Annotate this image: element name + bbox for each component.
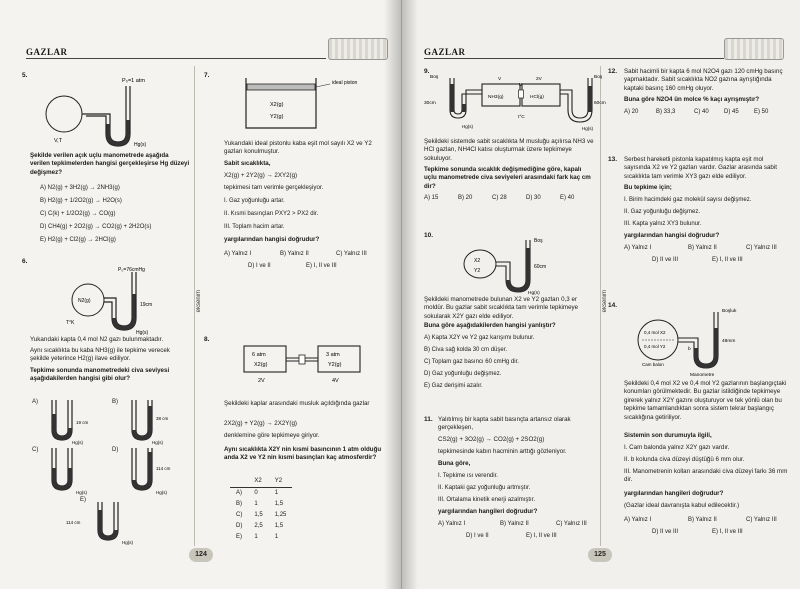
q14-ask: yargılarından hangileri doğrudur? (624, 490, 724, 497)
q8-row-label: D) (236, 522, 243, 529)
q9-question: Tepkime sonunda sıcaklık değişmediğine göre, kapalı uçlu manometrede civa seviyeleri arasındaki fark kaç cm dir? (424, 166, 591, 190)
q5-number: 5. (22, 72, 28, 79)
q11-question: yargılarından hangileri doğrudur? (438, 508, 538, 515)
q10-option-e[interactable]: E) Gaz derişimi azalır. (424, 383, 483, 389)
q14-mano-label: Manometre (690, 373, 715, 378)
q6-choice-e-figure (66, 498, 146, 544)
q7-after: tepkimesi tam verimle gerçekleşiyor. (224, 184, 324, 191)
q5-option-e[interactable]: E) H2(g) + Cl2(g) → 2HCl(g) (40, 237, 116, 243)
q14-text: Şekildeki 0,4 mol X2 ve 0,4 mol Y2 gazlarının başlangıçtaki konumları görülmektedir. Bu gazlar istildiğinde tepkimeye girerek yalnız X2Y gazını oluşturuyor ve tek yönlü olan bu tepkime tamamlandıktan sonra sistem tekrar başlangıç sıcaklığına getiriliyor. (624, 380, 787, 421)
q6-choice-b[interactable]: B) (112, 399, 118, 405)
q14-bosluk-label: Boşluk (722, 309, 737, 314)
q8-row-b[interactable] (230, 498, 292, 509)
q8-right-pressure: 3 atm (326, 352, 340, 358)
q8-cell-y2: 1 (274, 533, 279, 540)
q11-option-d[interactable]: D) I ve II (466, 533, 489, 539)
q8-cell-y2: 1,25 (274, 511, 287, 518)
q14-b-label: b (688, 347, 691, 352)
q14-option-a[interactable]: A) Yalnız I (624, 517, 652, 523)
q6-d-hg: Hg(s) (156, 490, 167, 495)
q8-cell-x2: 2,5 (254, 522, 263, 529)
q8-row-label: A) (236, 489, 242, 496)
q8-cell-x2: 1,5 (254, 511, 263, 518)
q8-row-label: C) (236, 511, 243, 518)
q13-lead: Bu tepkime için; (624, 184, 672, 191)
q14-option-d[interactable]: D) II ve III (652, 529, 679, 535)
q12-option-b[interactable]: B) 33,3 (656, 109, 676, 115)
q6-a-hg: Hg(s) (72, 440, 83, 445)
q7-y-label: Y2(g) (270, 114, 284, 120)
q14-option-b[interactable]: B) Yalnız II (688, 517, 717, 523)
q7-option-c[interactable]: C) Yalnız III (336, 251, 367, 257)
q6-text2: Aynı sıcaklıkta bu kaba NH3(g) ile tepkime verecek şekilde yeterince H2(g) ilave ediliyor. (30, 347, 170, 363)
q11-item-1: I. Tepkime ısı verendir. (438, 473, 498, 479)
q11-option-e[interactable]: E) I, II ve III (526, 533, 557, 539)
q7-x-label: X2(g) (270, 102, 284, 108)
q9-m-label: M (519, 82, 523, 87)
q8-text: Şekildeki kaplar arasındaki musluk açıldığında gazlar (224, 400, 370, 407)
q8-answer-table (230, 476, 292, 542)
q7-reaction: X2(g) + 2Y2(g) → 2XY2(g) (224, 172, 298, 179)
q9-option-e[interactable]: E) 40 (560, 195, 575, 201)
q5-manometre-figure (40, 72, 170, 146)
q12-option-a[interactable]: A) 20 (624, 109, 639, 115)
q12-text: Sabit hacimli bir kapta 6 mol N2O4 gazı 120 cmHg basınç yapmaktadır. Sabit sıcaklıkta NO2 gazına ayrıştığında kaptaki basınç 160 cmHg oluyor. (624, 68, 783, 92)
q9-2v-label: 2V (536, 77, 542, 82)
side-tag-right: eksenim (602, 290, 608, 313)
q8-cell-x2: 1 (254, 500, 258, 507)
q9-text: Şekildeki sistemde sabit sıcaklıkta M musluğu açılırsa NH3 ve HCl gazları, NH4Cl katısı oluşturmak üzere tepkimeye sokuluyor. (424, 138, 594, 162)
q13-option-a[interactable]: A) Yalnız I (624, 245, 652, 251)
q14-item-3: III. Manometrenin kolları arasındaki civa düzeyi farkı 36 mm dir. (624, 468, 788, 484)
q7-option-a[interactable]: A) Yalnız I (224, 251, 252, 257)
q6-choice-a[interactable]: A) (32, 399, 38, 405)
q10-option-d[interactable]: D) Gaz yoğunluğu değişmez. (424, 371, 502, 377)
q10-text: Şekildeki manometrede bulunan X2 ve Y2 gazları 0,3 er moldür. Bu gazlar sabit sıcaklıkta tam verimle tepkimeye sokularak X2Y gazı elde ediliyor. (424, 296, 579, 320)
q10-bos-label: Boş (534, 238, 543, 244)
q8-cell-y2: 1 (274, 489, 279, 496)
q5-option-b[interactable]: B) H2(g) + 1/2O2(g) → H2O(s) (40, 198, 122, 204)
q6-choice-d-figure (124, 448, 184, 494)
q10-option-b[interactable]: B) Civa sağ kolda 30 cm düşer. (424, 347, 508, 353)
q6-choice-d[interactable]: D) (112, 447, 119, 453)
q10-60cm-label: 60cm (534, 264, 547, 270)
q10-x-label: X2 (474, 258, 481, 264)
q12-number: 12. (608, 68, 618, 75)
q7-option-d[interactable]: D) I ve II (248, 263, 271, 269)
q8-right-volume: 4V (332, 378, 339, 384)
q5-hg-label: Hg(s) (134, 142, 147, 148)
q6-choice-b-figure (124, 400, 184, 444)
q8-row-label: B) (236, 500, 242, 507)
q9-option-c[interactable]: C) 28 (492, 195, 507, 201)
q6-hg-label: Hg(s) (136, 330, 149, 336)
column-divider-left (194, 66, 195, 546)
q10-number: 10. (424, 232, 434, 239)
q9-60cm-label: 60cm (594, 101, 606, 106)
q8-question: Aynı sıcaklıkta X2Y nin kısmi basıncının 1 atm olduğu anda X2 ve Y2 nin kısmi basınçları kaç atmosferdir? (224, 446, 382, 462)
q14-y-label: 0,4 mol Y2 (644, 344, 666, 349)
q5-p0-label: P₀=1 atm (122, 78, 145, 84)
q8-th-0 (230, 476, 248, 487)
q13-item-2: II. Gaz yoğunluğu değişmez. (624, 209, 701, 215)
q7-item-3: III. Toplam hacim artar. (224, 224, 285, 230)
q13-item-1: I. Birim hacimdeki gaz molekül sayısı değişmez. (624, 197, 752, 203)
q14-balloon-manometre-figure (628, 304, 778, 376)
q13-item-3: III. Kapta yalnız XY3 bulunur. (624, 221, 702, 227)
q8-row-d[interactable] (230, 520, 292, 531)
q13-text: Serbest hareketli pistonla kapatılmış kapta eşit mol sayısında X2 ve Y2 gazları vardır. Gazlar arasında sabit sıcaklıkta tam verimle XY3 gazı elde ediliyor. (624, 156, 777, 180)
side-tag-left: eksenim (196, 290, 202, 313)
q8-right-gas: Y2(g) (328, 362, 342, 368)
q8-th-y2: Y2 (269, 476, 293, 487)
q14-item-2: II. b kolunda civa düzeyi düştüğü 6 mm olur. (624, 456, 745, 463)
header-banner-left (328, 38, 388, 60)
q9-option-d[interactable]: D) 30 (526, 195, 541, 201)
q7-item-1: I. Gaz yoğunluğu artar. (224, 198, 285, 204)
q9-hg-right: Hg(s) (582, 126, 593, 131)
q11-lead: Buna göre, (438, 460, 471, 467)
q9-bos-left: Boş (430, 75, 439, 80)
q8-two-vessel-figure (240, 340, 370, 386)
q6-number: 6. (22, 258, 28, 265)
q12-option-e[interactable]: E) 50 (754, 109, 769, 115)
q10-manometre-figure (458, 234, 578, 294)
q8-row-e[interactable] (230, 531, 292, 542)
q11-number: 11. (424, 416, 433, 423)
q8-left-gas: X2(g) (254, 362, 268, 368)
q6-choice-c[interactable]: C) (32, 447, 39, 453)
q14-number: 14. (608, 302, 618, 309)
q13-question: yargılarından hangisi doğrudur? (624, 232, 720, 239)
q14-option-e[interactable]: E) I, II ve III (712, 529, 743, 535)
q7-condition: Sabit sıcaklıkta, (224, 160, 271, 167)
q6-choice-e[interactable]: E) (80, 497, 86, 503)
q11-option-a[interactable]: A) Yalnız I (438, 521, 466, 527)
q6-c-hg: Hg(s) (76, 490, 87, 495)
q14-item-1: I. Cam balonda yalnız X2Y gazı vardır. (624, 444, 730, 451)
header-rule-left (26, 58, 326, 59)
q11-after: tepkimesinde kabın hacminin arttığı gözleniyor. (438, 448, 567, 455)
q6-choice-c-figure (44, 448, 104, 494)
q12-option-c[interactable]: C) 40 (694, 109, 709, 115)
q6-a-len: 19 cm (76, 420, 89, 425)
q9-option-a[interactable]: A) 15 (424, 195, 439, 201)
q9-connected-vessels-figure (422, 70, 606, 134)
q13-number: 13. (608, 156, 618, 163)
q5-stem: Şekilde verilen açık uçlu manometrede aşağıda verilen tepkimelerden hangisi gerçekleşirse Hg düzeyi değişmez? (30, 152, 190, 176)
q14-question: Sistemin son durumuyla ilgili, (624, 432, 712, 439)
q9-option-b[interactable]: B) 20 (458, 195, 473, 201)
q12-option-d[interactable]: D) 45 (724, 109, 739, 115)
q5-option-d[interactable]: D) CH4(g) + 2O2(g) → CO2(g) + 2H2O(s) (40, 224, 152, 230)
q11-item-2: II. Kaptaki gaz yoğunluğu artmıştır. (438, 485, 531, 491)
q9-number: 9. (424, 68, 430, 75)
q6-question: Tepkime sonunda manometredeki civa seviyesi aşağıdakilerden hangisi gibi olur? (30, 367, 170, 383)
q6-text1: Yukarıdaki kapta 0,4 mol N2 gazı bulunmaktadır. (30, 336, 164, 343)
q6-n2-label: N2(g) (78, 298, 91, 304)
q6-manometre-figure (60, 264, 180, 334)
q7-question: yargılarından hangisi doğrudur? (224, 236, 320, 243)
q11-option-b[interactable]: B) Yalnız II (500, 521, 529, 527)
q11-option-c[interactable]: C) Yalnız III (556, 521, 587, 527)
q5-vt-label: V,T (54, 138, 63, 144)
q8-row-label: E) (236, 533, 242, 540)
q13-option-d[interactable]: D) II ve III (652, 257, 679, 263)
header-rule-right (424, 58, 724, 59)
q8-number: 8. (204, 336, 210, 343)
q6-b-len: 38 cm (156, 416, 169, 421)
column-divider-right (600, 66, 601, 546)
q12-question: Buna göre N2O4 ün molce % kaçı ayrışmıştır? (624, 96, 760, 103)
q8-cell-x2: 1 (254, 533, 258, 540)
q6-t-label: T°K (66, 320, 75, 326)
q14-48mm-label: 48mm (722, 339, 736, 344)
q8-table-header (230, 476, 292, 487)
q10-y-label: Y2 (474, 268, 481, 274)
q9-30cm-label: 30cm (424, 101, 436, 106)
q10-option-a[interactable]: A) Kapta X2Y ve Y2 gaz karışımı bulunur. (424, 335, 535, 341)
q13-option-b[interactable]: B) Yalnız II (688, 245, 717, 251)
q14-x-label: 0,4 mol X2 (644, 330, 666, 335)
header-banner-right (724, 38, 784, 60)
q13-option-c[interactable]: C) Yalnız III (746, 245, 777, 251)
q13-option-e[interactable]: E) I, II ve III (712, 257, 743, 263)
chapter-header-left: GAZLAR (26, 47, 68, 57)
q7-item-2: II. Kısmi basınçları PXY2 > PX2 dir. (224, 211, 319, 217)
q11-item-3: III. Ortalama kinetik enerji azalmıştır. (438, 497, 536, 503)
q8-after: denklemine göre tepkimeye giriyor. (224, 432, 320, 439)
q6-19cm-label: 19cm (140, 302, 153, 308)
q11-reaction: CS2(g) + 3O2(g) → CO2(g) + 2SO2(g) (438, 436, 545, 443)
q6-e-hg: Hg(s) (122, 540, 133, 545)
q8-row-c[interactable] (230, 509, 292, 520)
q6-choice-a-figure (44, 400, 104, 444)
q9-bos-right: Boş (594, 75, 603, 80)
page-number-left: 124 (189, 548, 213, 562)
q6-p0-label: P₀=76cmHg (118, 267, 145, 273)
q5-option-a[interactable]: A) N2(g) + 3H2(g) → 2NH3(g) (40, 185, 120, 191)
q9-nh3-label: NH3(g) (488, 95, 504, 100)
q7-option-b[interactable]: B) Yalnız II (280, 251, 309, 257)
q6-d-len: 114 cm (156, 466, 171, 471)
chapter-header-right: GAZLAR (424, 47, 466, 57)
q7-piston-figure (226, 74, 366, 132)
q7-text: Yukarıdaki ideal pistonlu kaba eşit mol sayılı X2 ve Y2 gazları konulmuştur. (224, 140, 372, 156)
q7-number: 7. (204, 72, 210, 79)
q7-option-e[interactable]: E) I, II ve III (306, 263, 337, 269)
q6-b-hg: Hg(s) (152, 440, 163, 445)
q8-row-a[interactable] (230, 487, 292, 498)
q9-v-label: V (498, 77, 502, 82)
q11-text: Yalıtılmış bir kapta sabit basınçta artansız olarak gerçekleşen, (438, 416, 571, 432)
q6-e-len: 114 cm (66, 520, 81, 525)
q10-option-c[interactable]: C) Toplam gaz basıncı 60 cmHg dir. (424, 359, 519, 365)
q9-t-label: t°C (518, 115, 525, 120)
q10-hg-label: Hg(s) (528, 291, 540, 296)
q14-balon-label: Cam balon (642, 362, 664, 367)
q8-cell-y2: 1,5 (274, 500, 284, 507)
q10-question: Buna göre aşağıdakilerden hangisi yanlıştır? (424, 322, 556, 329)
q8-cell-x2: 0 (254, 489, 258, 496)
q8-left-pressure: 6 atm (252, 352, 266, 358)
q14-option-c[interactable]: C) Yalnız III (746, 517, 777, 523)
q5-option-c[interactable]: C) C(k) + 1/2O2(g) → CO(g) (40, 211, 116, 217)
page-number-right: 125 (588, 548, 612, 562)
q8-cell-y2: 1,5 (274, 522, 284, 529)
q8-th-x2: X2 (248, 476, 268, 487)
q8-reaction: 2X2(g) + Y2(g) → 2X2Y(g) (224, 420, 297, 427)
q14-note: (Gazlar ideal davranışta kabul edilecektir.) (624, 502, 740, 509)
q9-hcl-label: HCl(g) (530, 95, 544, 100)
right-page (402, 0, 800, 589)
q8-left-volume: 2V (258, 378, 265, 384)
q7-piston-label: ideal piston (332, 80, 358, 86)
q9-hg-left: Hg(s) (462, 124, 473, 129)
